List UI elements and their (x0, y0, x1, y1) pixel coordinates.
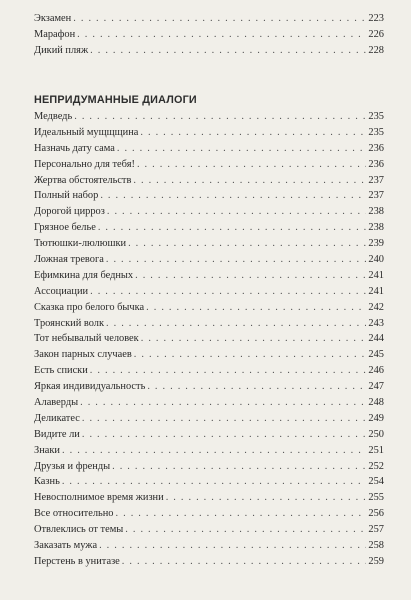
toc-entry (34, 347, 384, 363)
toc-entry (34, 27, 384, 43)
entry-page-number: 241 (368, 285, 384, 297)
toc-entry (34, 11, 384, 27)
toc-entry (34, 220, 384, 236)
entry-page-number: 257 (368, 524, 384, 536)
toc-entry (34, 284, 384, 300)
dot-leader (134, 347, 367, 363)
entry-page-number: 249 (368, 412, 384, 424)
entry-title: Медведь (34, 111, 73, 122)
dot-leader (77, 27, 366, 43)
entry-title: Все относительно (34, 508, 114, 520)
dot-leader (82, 411, 367, 427)
toc-entry (34, 506, 384, 522)
entry-title: Отвлеклись от темы (34, 524, 124, 536)
dot-leader (141, 331, 367, 347)
dot-leader (106, 316, 366, 332)
toc-entry (34, 125, 384, 141)
entry-title: Дикий пляж (34, 44, 89, 56)
toc-entry (34, 173, 384, 189)
toc-entry (34, 268, 384, 284)
entry-title: Друзья и френды (34, 460, 111, 472)
entry-page-number: 242 (368, 301, 384, 313)
entry-title: Яркая индивидуальность (34, 381, 146, 393)
dot-leader (74, 109, 366, 125)
entry-page-number: 228 (368, 44, 384, 56)
entry-page-number: 237 (368, 174, 384, 186)
dot-leader (135, 268, 366, 284)
entry-page-number: 238 (368, 206, 384, 218)
entry-title: Ложная тревога (34, 254, 104, 266)
entry-title: Назначь дату сама (34, 142, 115, 154)
dot-leader (106, 252, 367, 268)
toc-top-list (34, 11, 384, 59)
toc-entry (34, 443, 384, 459)
dot-leader (73, 11, 366, 27)
entry-page-number: 236 (368, 158, 384, 170)
dot-leader (80, 395, 366, 411)
dot-leader (62, 443, 366, 459)
toc-entry (34, 395, 384, 411)
entry-title: Есть списки (34, 365, 88, 377)
entry-title: Жертва обстоятельств (34, 174, 132, 186)
entry-title: Троянский волк (34, 317, 104, 329)
entry-title: Закон парных случаев (34, 349, 132, 361)
toc-entry (34, 427, 384, 443)
dot-leader (90, 363, 367, 379)
dot-leader (112, 459, 366, 475)
entry-page-number: 247 (368, 381, 384, 393)
dot-leader (107, 204, 367, 220)
entry-page-number: 246 (368, 365, 384, 377)
toc-entry (34, 538, 384, 554)
toc-entry (34, 490, 384, 506)
toc-entry (34, 43, 384, 59)
entry-title: Сказка про белого бычка (34, 301, 145, 313)
entry-title: Тот небывалый человек (34, 333, 139, 345)
dot-leader (90, 284, 366, 300)
dot-leader (98, 220, 367, 236)
dot-leader (137, 157, 366, 173)
entry-page-number: 243 (368, 317, 384, 329)
entry-title: Персонально для тебя! (34, 158, 135, 170)
entry-title: Невосполнимое время жизни (34, 492, 164, 504)
dot-leader (122, 554, 367, 570)
dot-leader (125, 522, 366, 538)
toc-entry (34, 109, 384, 125)
entry-title: Полный набор (34, 190, 99, 202)
entry-page-number: 259 (368, 555, 384, 567)
toc-entry (34, 316, 384, 332)
entry-page-number: 256 (368, 508, 384, 520)
entry-title: Видите ли (34, 428, 80, 440)
toc-entry (34, 379, 384, 395)
entry-page-number: 235 (368, 126, 384, 138)
entry-title: Марафон (34, 28, 76, 40)
entry-title: Знаки (34, 444, 60, 456)
entry-page-number: 238 (368, 222, 384, 234)
toc-entry (34, 474, 384, 490)
dot-leader (146, 300, 366, 316)
entry-page-number: 255 (368, 492, 384, 504)
entry-title: Алаверды (34, 397, 79, 409)
dot-leader (100, 188, 366, 204)
toc-entry (34, 554, 384, 570)
toc-entry (34, 157, 384, 173)
entry-page-number: 254 (368, 476, 384, 488)
toc-entry (34, 236, 384, 252)
dot-leader (90, 43, 366, 59)
entry-page-number: 250 (368, 428, 384, 440)
entry-page-number: 252 (368, 460, 384, 472)
entry-page-number: 223 (368, 13, 384, 24)
dot-leader (147, 379, 366, 395)
section-heading: НЕПРИДУМАННЫЕ ДИАЛОГИ (34, 94, 197, 106)
toc-entry (34, 411, 384, 427)
entry-page-number: 244 (368, 333, 384, 345)
entry-title: Идеальный мущщщина (34, 126, 139, 138)
entry-page-number: 251 (368, 444, 384, 456)
entry-page-number: 236 (368, 142, 384, 154)
entry-title: Грязное белье (34, 222, 96, 234)
entry-title: Ассоциации (34, 285, 89, 297)
entry-title: Деликатес (34, 412, 80, 424)
dot-leader (140, 125, 366, 141)
entry-page-number: 241 (368, 269, 384, 281)
entry-title: Казнь (34, 476, 60, 488)
dot-leader (82, 427, 367, 443)
entry-page-number: 240 (368, 254, 384, 266)
dot-leader (133, 173, 366, 189)
toc-entry (34, 331, 384, 347)
toc-entry (34, 252, 384, 268)
entry-page-number: 237 (368, 190, 384, 202)
entry-title: Заказать мужа (34, 540, 98, 552)
entry-page-number: 239 (368, 238, 384, 250)
toc-entry (34, 188, 384, 204)
dot-leader (128, 236, 366, 252)
toc-entry (34, 459, 384, 475)
entry-page-number: 245 (368, 349, 384, 361)
entry-page-number: 226 (368, 28, 384, 40)
toc-entry (34, 204, 384, 220)
entry-page-number: 235 (368, 111, 384, 122)
dot-leader (117, 141, 367, 157)
entry-title: Дорогой цирроз (34, 206, 105, 218)
toc-section-list (34, 109, 384, 570)
entry-page-number: 248 (368, 397, 384, 409)
toc-entry (34, 300, 384, 316)
entry-title: Перстень в унитазе (34, 555, 120, 567)
toc-entry (34, 141, 384, 157)
dot-leader (99, 538, 366, 554)
entry-title: Ефимкина для бедных (34, 269, 134, 281)
dot-leader (62, 474, 367, 490)
toc-entry (34, 522, 384, 538)
entry-title: Экзамен (34, 13, 72, 24)
entry-page-number: 258 (368, 540, 384, 552)
dot-leader (166, 490, 367, 506)
entry-title: Тютюшки-люлюшки (34, 238, 127, 250)
toc-entry (34, 363, 384, 379)
dot-leader (116, 506, 367, 522)
